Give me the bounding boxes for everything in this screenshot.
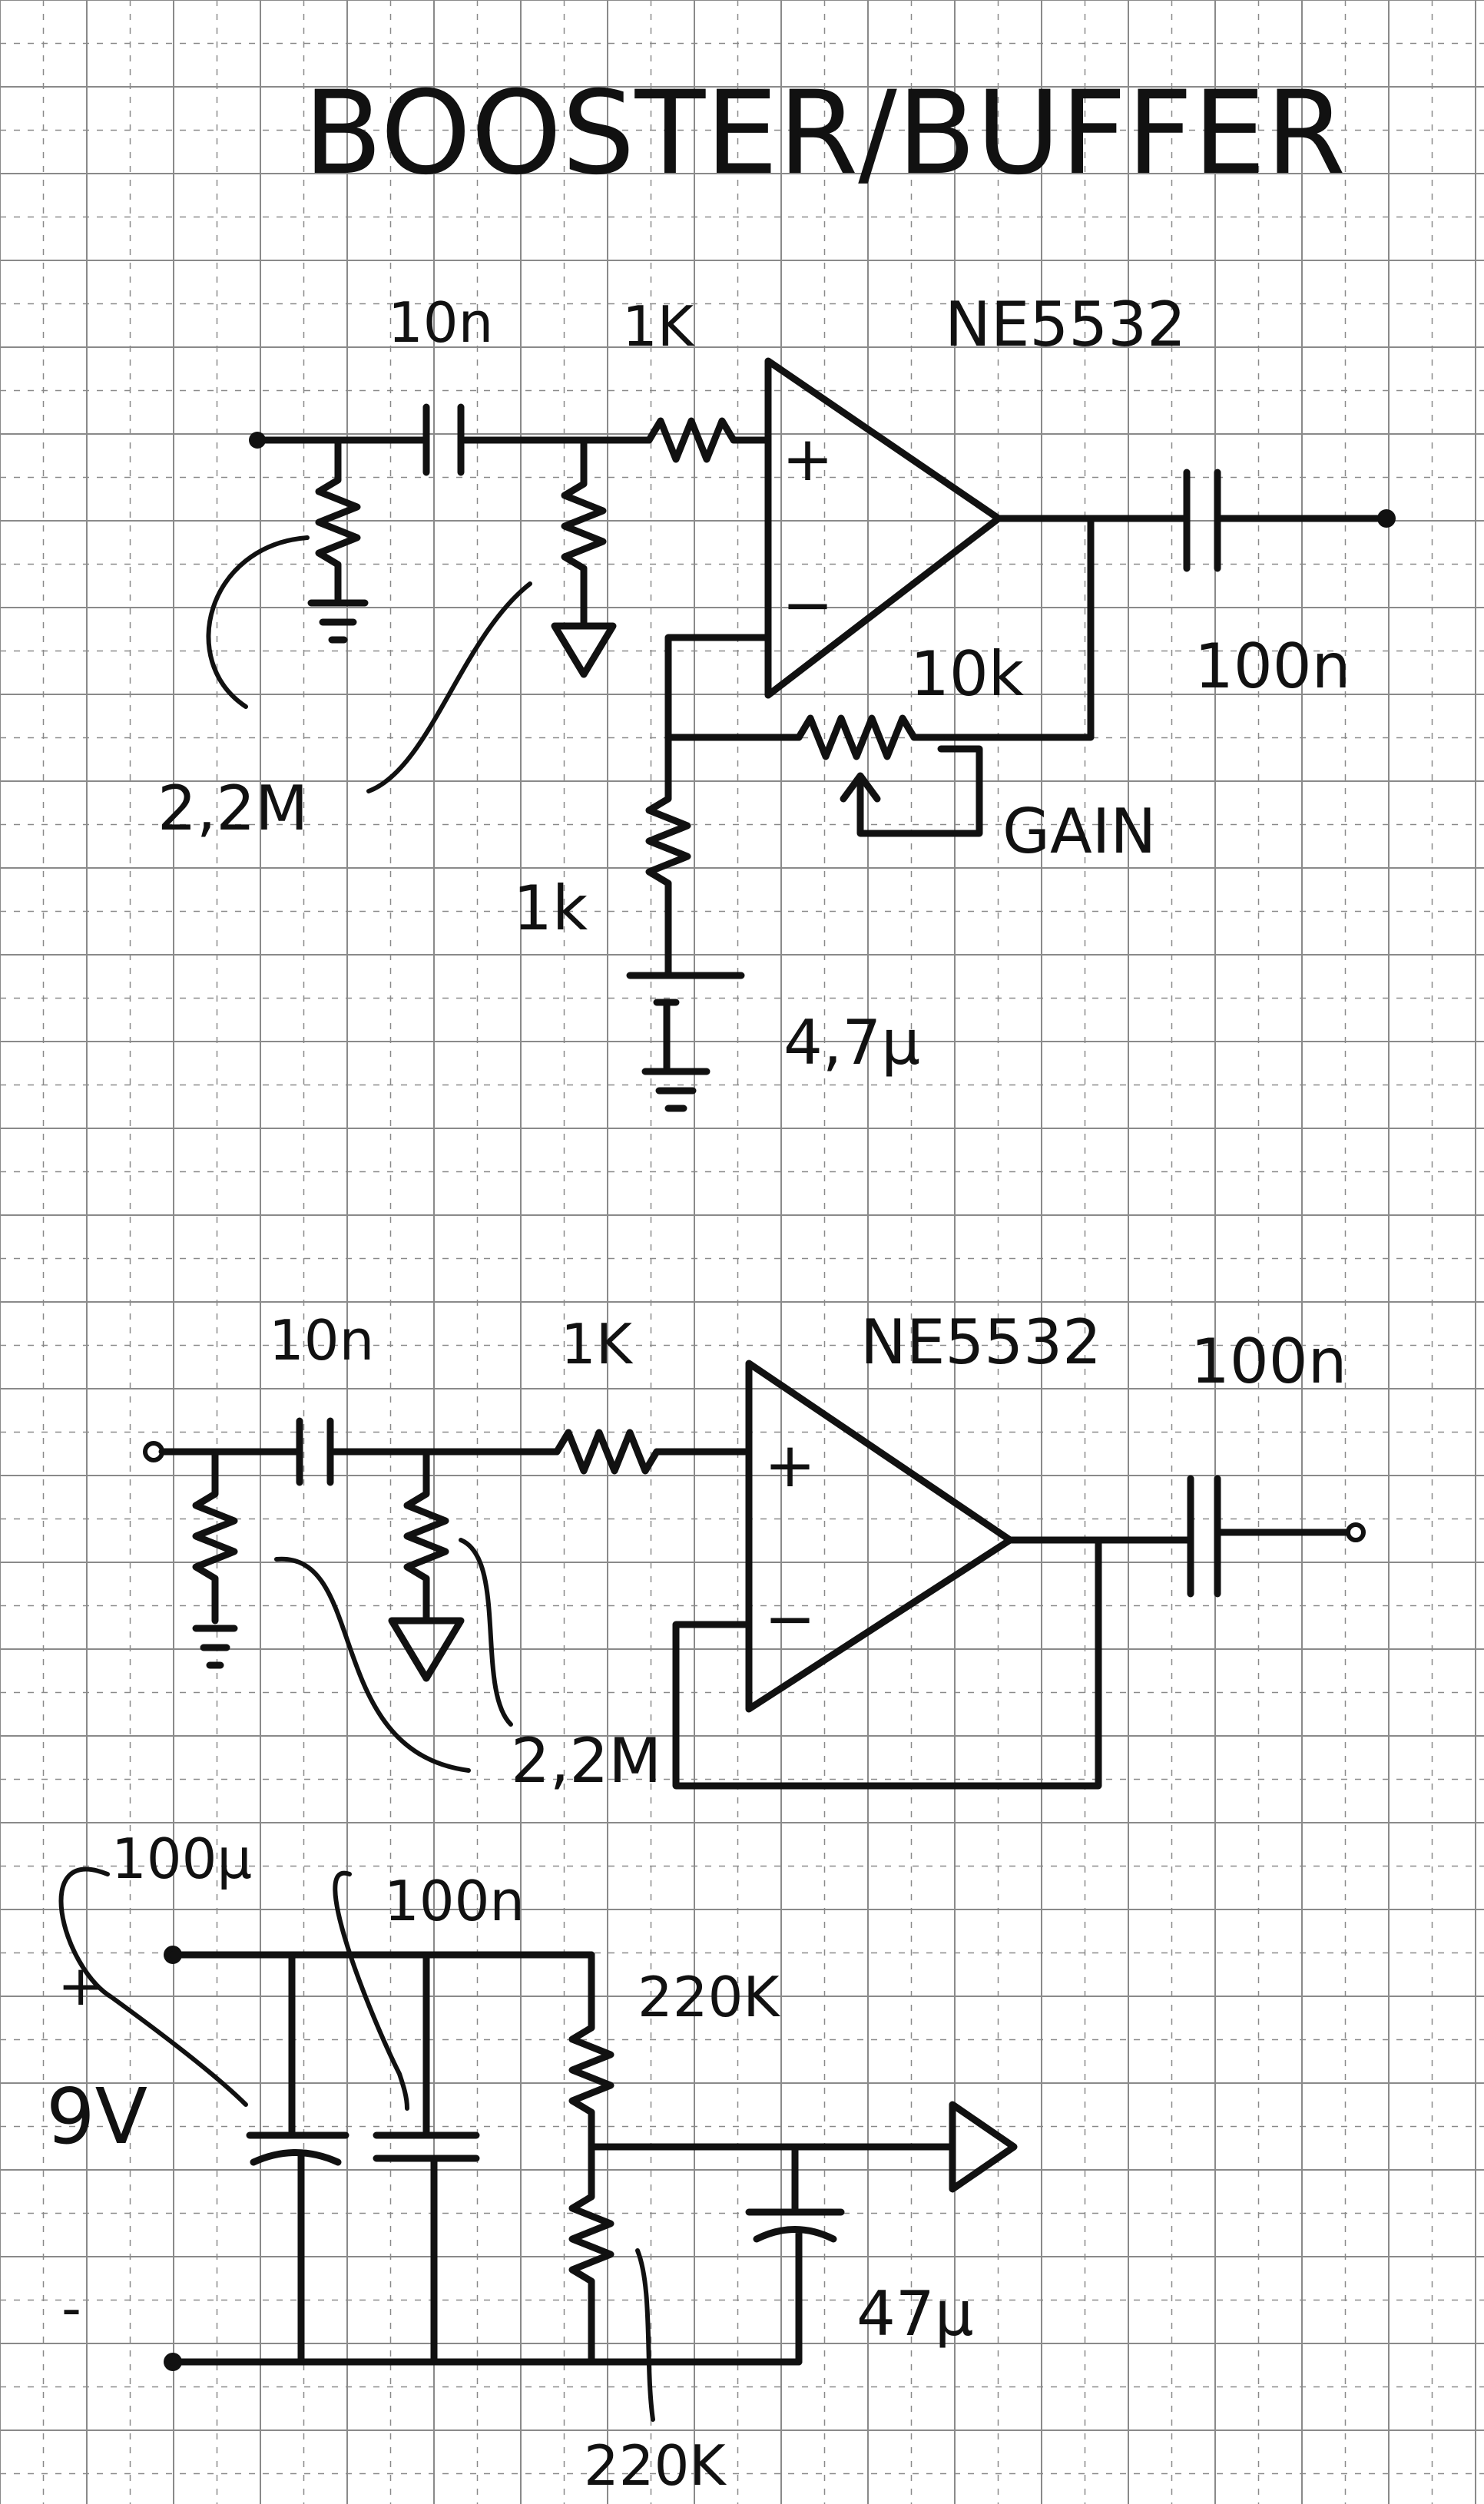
buffer-bias-resistor-2 <box>407 1452 446 1617</box>
booster-output-terminal <box>1377 509 1396 528</box>
power-divider-top-label: 220K <box>638 1965 780 2029</box>
power-filter-cap-label: 47μ <box>856 2278 974 2350</box>
power-divider-top-resistor <box>572 1955 611 2147</box>
booster-minus-sign: − <box>782 569 834 641</box>
buffer-bias-label: 2,2M <box>511 1725 662 1797</box>
power-cap-small <box>376 1955 476 2362</box>
booster-plus-sign: + <box>782 423 834 495</box>
booster-gain-pot <box>799 718 941 757</box>
booster-series-resistor <box>649 421 768 459</box>
buffer-series-resistor-label: 1K <box>561 1312 633 1376</box>
booster-ground-resistor <box>649 737 687 975</box>
power-cap-large-label: 100μ <box>111 1827 253 1891</box>
buffer-minus-sign: − <box>764 1583 817 1654</box>
booster-circuit <box>157 289 1396 1108</box>
booster-series-resistor-label: 1K <box>622 294 694 359</box>
booster-bias-label: 2,2M <box>157 773 309 844</box>
power-divider-bottom-pointer <box>638 2251 653 2420</box>
booster-ground-3 <box>645 1071 707 1108</box>
page-title: BOOSTER/BUFFER <box>303 67 1347 200</box>
power-minus-sign: - <box>61 2276 81 2340</box>
booster-input-capacitor <box>426 407 461 472</box>
booster-input-cap-label: 10n <box>388 290 494 355</box>
buffer-bias-resistor-1 <box>196 1452 234 1621</box>
buffer-output-cap-label: 100n <box>1191 1326 1347 1397</box>
booster-bias-resistor-1 <box>319 440 357 599</box>
buffer-circuit <box>145 1307 1363 1797</box>
power-cap-large <box>250 1955 346 2362</box>
buffer-feedback-wire <box>676 1540 1098 1786</box>
booster-ground-1 <box>311 603 365 640</box>
booster-ground-resistor-label: 1k <box>513 873 588 944</box>
booster-feedback-wire <box>668 518 1091 737</box>
booster-bias-label-pointer <box>208 538 530 791</box>
buffer-opamp-triangle <box>749 1363 1010 1709</box>
booster-ground-cap-label: 4,7μ <box>783 1007 921 1078</box>
power-filter-cap <box>749 2147 841 2362</box>
power-voltage-label: 9V <box>46 2072 148 2161</box>
power-divider-bottom-label: 220K <box>584 2433 726 2498</box>
buffer-output-capacitor <box>1191 1479 1217 1594</box>
buffer-plus-sign: + <box>764 1429 817 1501</box>
buffer-output-terminal <box>1348 1525 1363 1540</box>
power-plus-sign: + <box>58 1953 104 2018</box>
booster-opamp-label: NE5532 <box>945 289 1186 360</box>
buffer-output-wire <box>1010 1532 1352 1540</box>
power-cap-small-label: 100n <box>384 1869 525 1933</box>
booster-pot-label: 10k <box>910 638 1025 710</box>
booster-bias-resistor-2 <box>565 440 603 622</box>
power-divider-bottom-resistor <box>572 2147 611 2362</box>
buffer-ground-1 <box>196 1628 234 1665</box>
buffer-input-cap-label: 10n <box>269 1308 375 1373</box>
buffer-opamp-label: NE5532 <box>860 1307 1101 1378</box>
power-bias-output-arrow <box>952 2105 1014 2189</box>
booster-gain-label: GAIN <box>1002 796 1157 867</box>
booster-ground-capacitor <box>630 975 741 1068</box>
booster-ground-2 <box>555 626 613 674</box>
booster-output-cap-label: 100n <box>1194 631 1351 702</box>
